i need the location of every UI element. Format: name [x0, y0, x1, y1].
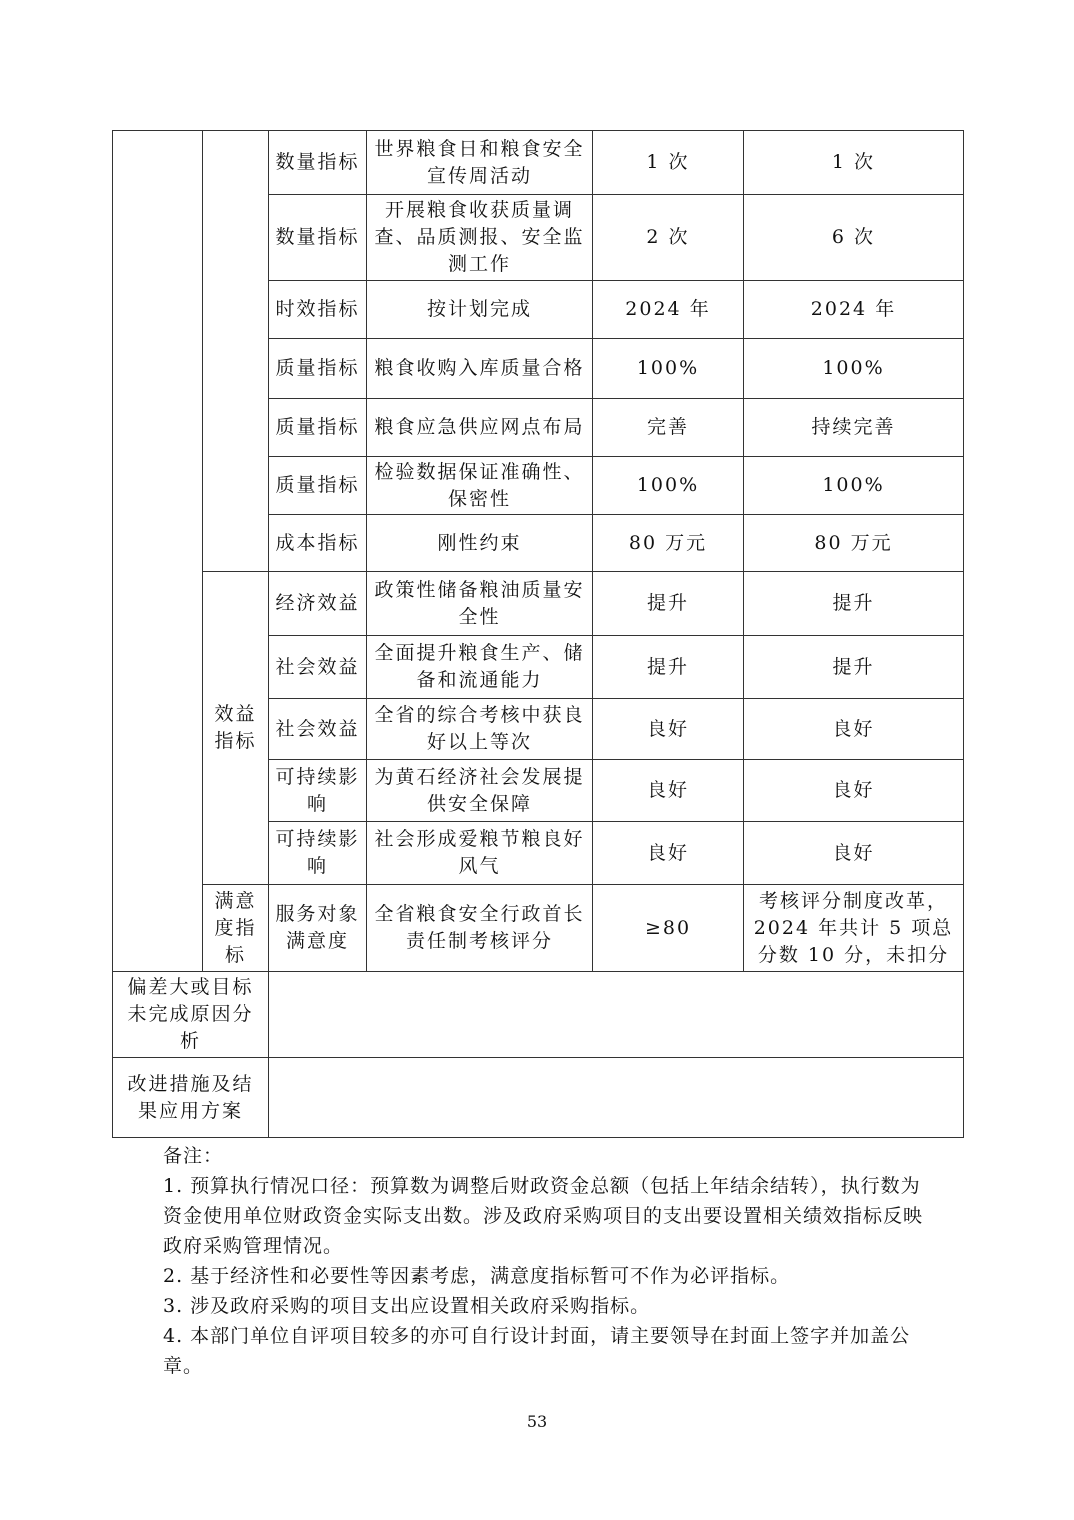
- indicator-name-cell: 世界粮食日和粮食安全宣传周活动: [367, 131, 593, 195]
- indicator-type-cell: 可持续影响: [269, 822, 367, 885]
- indicator-type-cell: 时效指标: [269, 281, 367, 339]
- target-value-cell: 100%: [593, 339, 744, 399]
- target-value-cell: 80 万元: [593, 515, 744, 572]
- target-value-cell: 提升: [593, 572, 744, 636]
- actual-value-cell: 100%: [744, 457, 964, 515]
- indicator-name-cell: 粮食收购入库质量合格: [367, 339, 593, 399]
- target-value-cell: 100%: [593, 457, 744, 515]
- improvement-row: [113, 1058, 964, 1138]
- improvement-content: [269, 1058, 964, 1138]
- note-item: 4. 本部门单位自评项目较多的亦可自行设计封面，请主要领导在封面上签字并加盖公章。: [163, 1325, 911, 1377]
- indicator-name-cell: 全面提升粮食生产、储备和流通能力: [367, 636, 593, 699]
- indicator-type-cell: 经济效益: [269, 572, 367, 636]
- output-group-cell: [203, 131, 269, 572]
- target-value-cell: 完善: [593, 399, 744, 457]
- notes-section: [163, 1141, 923, 1381]
- table-row: [113, 572, 964, 636]
- indicator-type-cell: 质量指标: [269, 399, 367, 457]
- indicator-type-cell: 质量指标: [269, 339, 367, 399]
- target-value-cell: 2 次: [593, 195, 744, 281]
- actual-value-cell: 良好: [744, 822, 964, 885]
- indicator-name-cell: 刚性约束: [367, 515, 593, 572]
- indicator-type-cell: 质量指标: [269, 457, 367, 515]
- actual-value-cell: 6 次: [744, 195, 964, 281]
- indicator-name-cell: 全省的综合考核中获良好以上等次: [367, 699, 593, 760]
- indicator-name-cell: 为黄石经济社会发展提供安全保障: [367, 760, 593, 822]
- actual-value-cell: 提升: [744, 636, 964, 699]
- target-value-cell: ≥80: [593, 885, 744, 972]
- table-row: [113, 885, 964, 972]
- actual-value-cell: 持续完善: [744, 399, 964, 457]
- target-value-cell: 提升: [593, 636, 744, 699]
- actual-value-cell: 80 万元: [744, 515, 964, 572]
- indicator-type-cell: 社会效益: [269, 636, 367, 699]
- actual-value-cell: 考核评分制度改革，2024 年共计 5 项总分数 10 分，未扣分: [744, 885, 964, 972]
- indicator-type-cell: 社会效益: [269, 699, 367, 760]
- satisfaction-group-cell: 满意度指标: [203, 885, 269, 972]
- indicator-name-cell: 开展粮食收获质量调查、品质测报、安全监测工作: [367, 195, 593, 281]
- indicator-type-cell: 可持续影响: [269, 760, 367, 822]
- indicator-type-cell: 数量指标: [269, 131, 367, 195]
- indicator-name-cell: 政策性储备粮油质量安全性: [367, 572, 593, 636]
- note-item: 1. 预算执行情况口径：预算数为调整后财政资金总额（包括上年结余结转），执行数为资金使用单位财政资金实际支出数。涉及政府采购项目的支出要设置相关绩效指标反映政府采购管理情况。: [163, 1175, 924, 1257]
- indicator-name-cell: 社会形成爱粮节粮良好风气: [367, 822, 593, 885]
- indicator-type-cell: 成本指标: [269, 515, 367, 572]
- page-number: 53: [526, 1412, 548, 1431]
- target-value-cell: 2024 年: [593, 281, 744, 339]
- deviation-content: [269, 972, 964, 1058]
- actual-value-cell: 良好: [744, 699, 964, 760]
- actual-value-cell: 提升: [744, 572, 964, 636]
- actual-value-cell: 100%: [744, 339, 964, 399]
- outer-blank-cell: [113, 131, 203, 972]
- target-value-cell: 良好: [593, 699, 744, 760]
- deviation-row: [113, 972, 964, 1058]
- indicator-name-cell: 粮食应急供应网点布局: [367, 399, 593, 457]
- indicator-name-cell: 按计划完成: [367, 281, 593, 339]
- notes-title: 备注：: [163, 1145, 224, 1167]
- actual-value-cell: 1 次: [744, 131, 964, 195]
- target-value-cell: 良好: [593, 822, 744, 885]
- actual-value-cell: 2024 年: [744, 281, 964, 339]
- target-value-cell: 良好: [593, 760, 744, 822]
- deviation-label: 偏差大或目标未完成原因分析: [113, 972, 269, 1058]
- actual-value-cell: 良好: [744, 760, 964, 822]
- indicator-name-cell: 检验数据保证准确性、保密性: [367, 457, 593, 515]
- target-value-cell: 1 次: [593, 131, 744, 195]
- indicator-type-cell: 服务对象满意度: [269, 885, 367, 972]
- performance-table: [112, 130, 964, 1138]
- improvement-label: 改进措施及结果应用方案: [113, 1058, 269, 1138]
- note-item: 3. 涉及政府采购的项目支出应设置相关政府采购指标。: [163, 1295, 651, 1317]
- table-row: [113, 131, 964, 195]
- benefit-group-cell: 效益指标: [203, 572, 269, 885]
- indicator-name-cell: 全省粮食安全行政首长责任制考核评分: [367, 885, 593, 972]
- indicator-type-cell: 数量指标: [269, 195, 367, 281]
- note-item: 2. 基于经济性和必要性等因素考虑，满意度指标暂可不作为必评指标。: [163, 1265, 791, 1287]
